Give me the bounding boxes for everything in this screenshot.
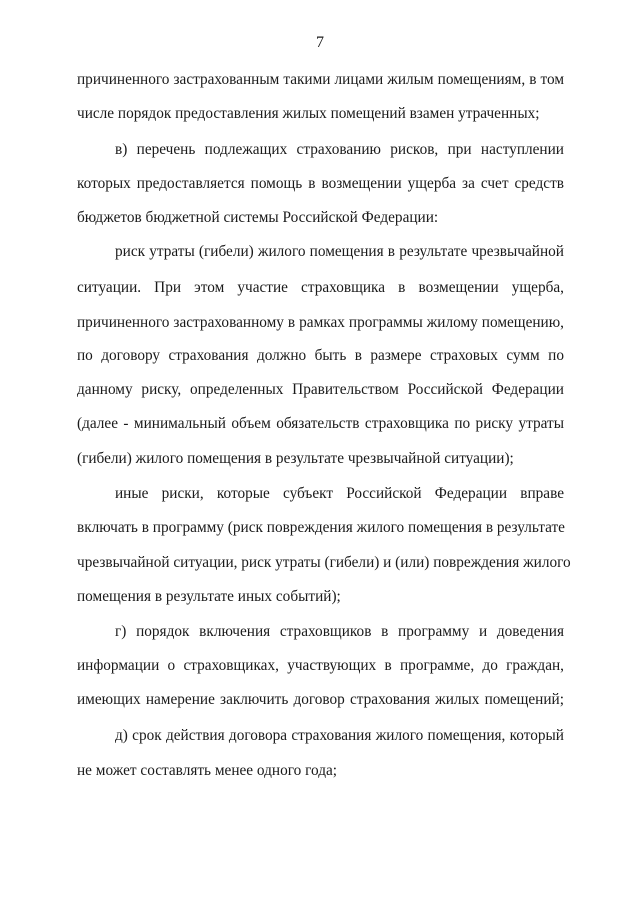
- text-line: бюджетов бюджетной системы Российской Федерации:: [77, 209, 439, 226]
- text-line: имеющих намерение заключить договор страхования жилых помещений;: [77, 691, 564, 708]
- text-line: (гибели) жилого помещения в результате чрезвычайной ситуации);: [77, 450, 514, 467]
- text-line: причиненного застрахованному в рамках программы жилому помещению,: [77, 314, 564, 331]
- text-line: (далее - минимальный объем обязательств страховщика по риску утраты: [77, 415, 564, 432]
- text-line: помещения в результате иных событий);: [77, 588, 341, 605]
- text-line: информации о страховщиках, участвующих в программе, до граждан,: [77, 657, 564, 674]
- text-line: включать в программу (риск повреждения жилого помещения в результате: [77, 519, 565, 536]
- text-line: д) срок действия договора страхования жилого помещения, который: [115, 727, 564, 744]
- text-line: причиненного застрахованным такими лицами жилым помещениям, в том: [77, 71, 564, 88]
- text-line: ситуации. При этом участие страховщика в возмещении ущерба,: [77, 279, 564, 296]
- text-line: которых предоставляется помощь в возмещении ущерба за счет средств: [77, 175, 564, 192]
- text-line: чрезвычайной ситуации, риск утраты (гибели) и (или) повреждения жилого: [77, 554, 571, 571]
- text-line: не может составлять менее одного года;: [77, 762, 338, 779]
- text-line: иные риски, которые субъект Российской Федерации вправе: [115, 485, 564, 502]
- text-line: г) порядок включения страховщиков в программу и доведения: [115, 623, 564, 640]
- text-line: числе порядок предоставления жилых помещений взамен утраченных;: [77, 105, 540, 122]
- text-line: данному риску, определенных Правительством Российской Федерации: [77, 381, 564, 398]
- text-line: риск утраты (гибели) жилого помещения в результате чрезвычайной: [115, 243, 564, 260]
- page-number: 7: [316, 34, 324, 51]
- text-line: в) перечень подлежащих страхованию рисков, при наступлении: [115, 141, 564, 158]
- text-line: по договору страхования должно быть в размере страховых сумм по: [77, 347, 564, 364]
